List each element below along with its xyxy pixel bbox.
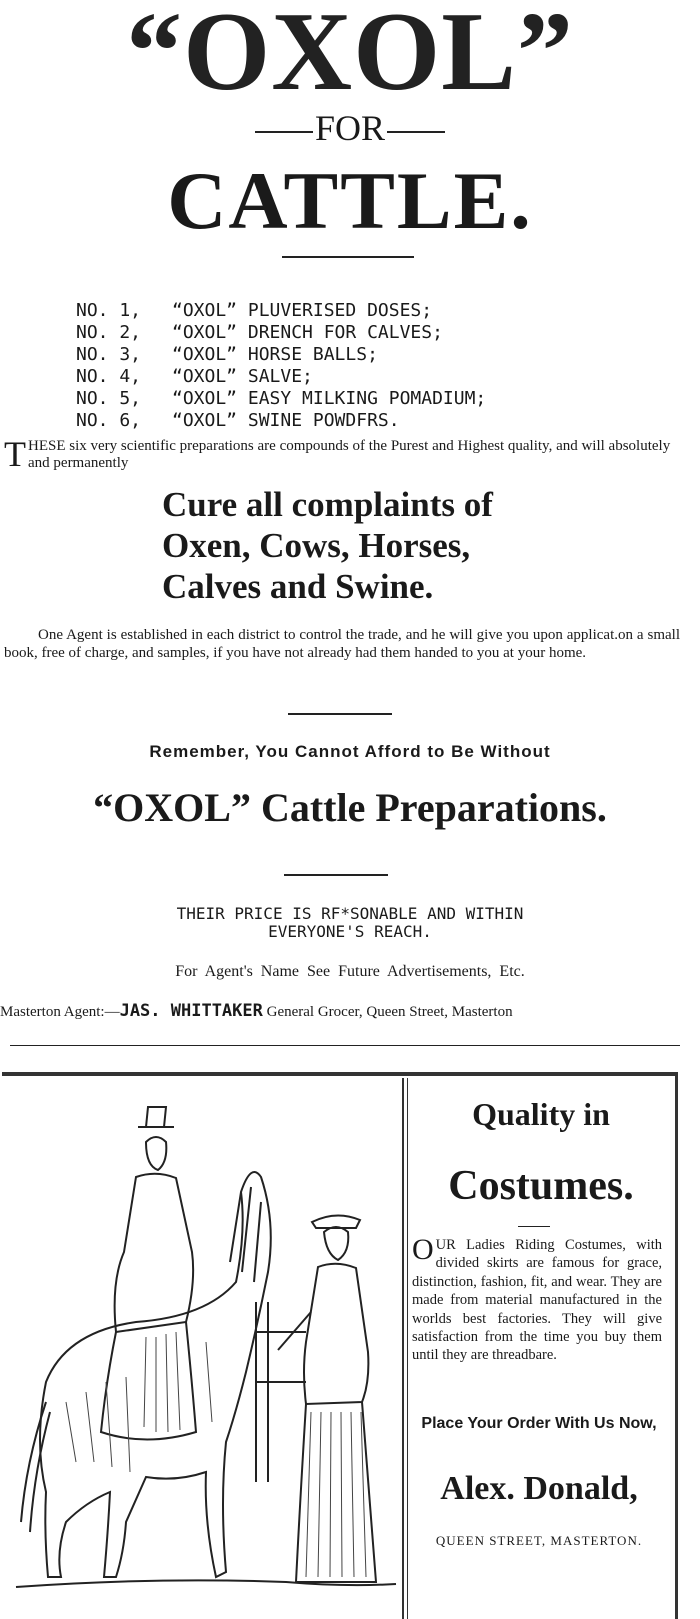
for-word: FOR (314, 108, 386, 148)
agent-details: General Grocer, Queen Street, Masterton (266, 1004, 513, 1020)
product-name: “OXOL” EASY MILKING POMADIUM; (172, 388, 487, 409)
cure-headline (162, 484, 662, 607)
horse-outline (40, 1172, 271, 1577)
for-agent-line: For Agent's Name See Future Advertisements, Etc. (175, 963, 525, 980)
riding-costume-illustration (6, 1082, 398, 1612)
intro-paragraph (4, 434, 680, 474)
merchant-address: QUEEN STREET, MASTERTON. (435, 1533, 643, 1548)
divider-rule (518, 1226, 550, 1227)
divider-rule (288, 713, 392, 715)
product-item (76, 410, 676, 432)
woman-head (324, 1227, 348, 1260)
woman-skirt (296, 1402, 376, 1582)
quality-heading: Quality in (472, 1096, 610, 1132)
price-statement (0, 905, 700, 941)
product-number: NO. 5, (76, 388, 142, 409)
product-item (76, 344, 676, 366)
agent-paragraph: One Agent is established in each district to control the trade, and he will give you upon applicat.on a small book, free of charge, and samples, if you have not already had them handed to you at your home. (4, 627, 680, 661)
ad-column-divider (402, 1078, 404, 1619)
rider-jacket (115, 1174, 194, 1332)
masterton-agent-line (0, 1001, 700, 1021)
agent-prefix: Masterton Agent:— (0, 1004, 120, 1020)
left-dash (255, 131, 313, 133)
costume-body: UR Ladies Riding Costumes, with divided skirts are famous for grace, distinction, fashion, fit, and wear. They are made from material manufactured in the worlds best factories. They will give satisfaction from the time you buy them until they are threadbare. (412, 1237, 662, 1364)
product-list (76, 300, 676, 432)
costume-dropcap: O (412, 1233, 434, 1266)
section-separator (10, 1045, 680, 1046)
cure-line: Calves and Swine. (162, 567, 434, 606)
cattle-heading: CATTLE. (167, 155, 533, 246)
product-item (76, 366, 676, 388)
product-item (76, 300, 676, 322)
product-item (76, 322, 676, 344)
skirt-hatching (144, 1332, 180, 1432)
product-name: “OXOL” PLUVERISED DOSES; (172, 300, 433, 321)
costumes-heading: Costumes. (448, 1163, 634, 1209)
rider-head (146, 1137, 166, 1170)
product-name: “OXOL” SALVE; (172, 366, 313, 387)
product-number: NO. 4, (76, 366, 142, 387)
right-dash (387, 131, 445, 133)
product-number: NO. 1, (76, 300, 142, 321)
product-number: NO. 6, (76, 410, 142, 431)
agent-name: JAS. WHITTAKER (119, 1001, 263, 1021)
price-line: THEIR PRICE IS RF*SONABLE AND WITHIN (176, 904, 524, 923)
horse-mane (230, 1187, 261, 1282)
product-name: “OXOL” DRENCH FOR CALVES; (172, 322, 443, 343)
place-order-line: Place Your Order With Us Now, (421, 1415, 657, 1432)
product-number: NO. 2, (76, 322, 142, 343)
product-number: NO. 3, (76, 344, 142, 365)
divider-rule (284, 874, 388, 876)
intro-text: HESE six very scientific preparations are compounds of the Purest and Highest quality, and will absolutely and permanently (28, 438, 671, 471)
product-name: “OXOL” HORSE BALLS; (172, 344, 378, 365)
price-line: EVERYONE'S REACH. (268, 922, 432, 941)
costume-description (412, 1233, 662, 1365)
divider-rule (282, 256, 414, 258)
skirt-hatching (306, 1412, 366, 1577)
intro-dropcap: T (4, 434, 26, 474)
woman-jacket (304, 1264, 368, 1404)
merchant-name: Alex. Donald, (440, 1470, 638, 1507)
preparations-heading: “OXOL” Cattle Preparations. (93, 785, 607, 830)
ad-column-divider (407, 1078, 408, 1619)
for-heading (0, 108, 700, 148)
cure-line: Cure all complaints of (162, 485, 493, 524)
fence (256, 1302, 306, 1482)
cure-line: Oxen, Cows, Horses, (162, 526, 471, 565)
product-name: “OXOL” SWINE POWDFRS. (172, 410, 400, 431)
rider-skirt (101, 1322, 196, 1440)
rider-hat (138, 1107, 174, 1127)
product-item (76, 388, 676, 410)
remember-line: Remember, You Cannot Afford to Be Without (149, 742, 551, 761)
oxol-title: “OXOL” (126, 0, 574, 114)
